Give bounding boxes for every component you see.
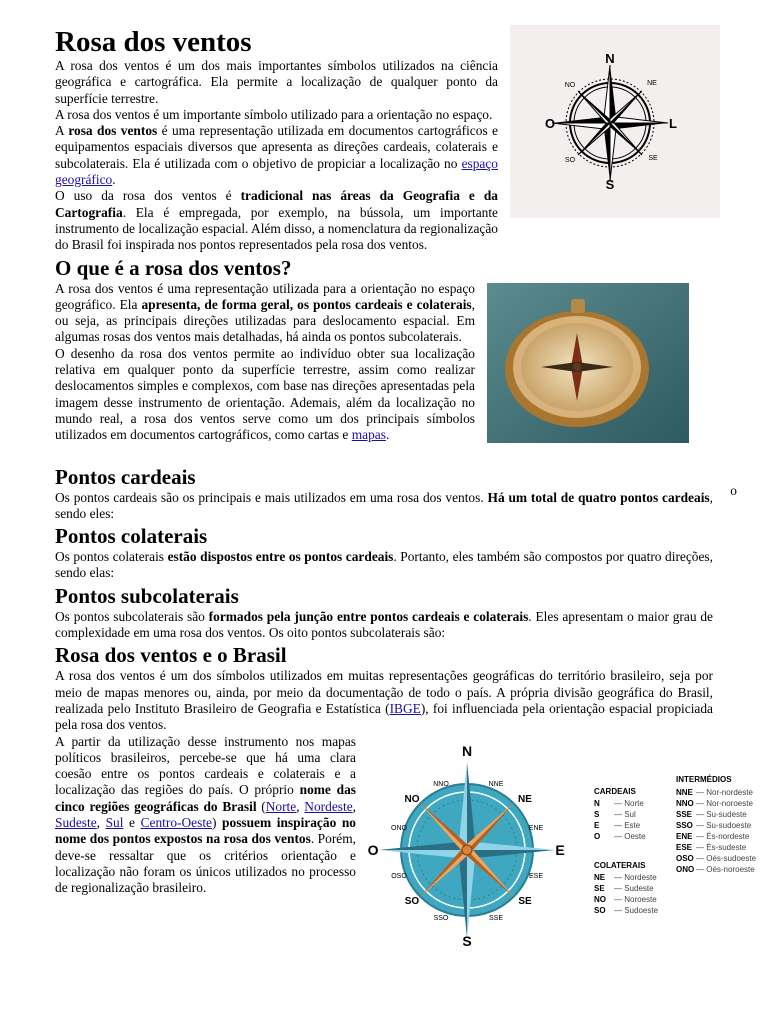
legend-name: — Sudeste [614,883,654,893]
article [55,26,757,947]
legend-name: — Sudoeste [614,905,659,915]
compass-rose-colored-image [368,742,768,947]
legend-name: — Nor-noroeste [696,798,753,808]
brasil-compass-section [55,733,757,947]
compass2-ne: NE [518,793,532,805]
compass2-no: NO [404,793,420,805]
compass1-n: N [605,51,615,66]
bold-text: formados pela junção entre pontos cardeais e colaterais [208,608,529,624]
compass2-ene: ENE [528,824,544,832]
link-ibge[interactable]: IBGE [389,700,421,716]
compass2-e: E [555,841,565,858]
text: , ou seja, as principais direções utilizadas para [55,296,475,329]
compass2-so: SO [404,895,420,907]
text: A [55,123,69,139]
text: Os pontos subcolaterais são [55,608,209,624]
legend-cardeais [594,799,646,841]
legend-abbr: SSE [676,809,693,819]
compass1-l: L [669,116,677,131]
text: , [296,798,305,814]
legend-name: — Oeste [614,831,646,841]
heading-rosa-brasil: Rosa dos ventos e o Brasil [55,643,287,668]
heading-what-is: O que é a rosa dos ventos? [55,255,292,280]
compass1-ne: NE [647,80,657,87]
text: A rosa dos ventos é um dos símbolos utilizados em muitas representações geográficas do território brasileiro, seja por meio de mapas menores ou, ainda, por meio da documentação de todo o país. A própria divisão geográfica do Brasil, realizada pelo Instituto Brasileiro de Geografia e Estatística ( [55,668,713,716]
text: ( [256,798,266,814]
legend-intermedios-title: INTERMÉDIOS [676,774,732,784]
text: é uma representação utilizada em documentos cartográficos e equipamentos espaciais diversos que apresenta as direções cardeais, colaterais e subcolaterais. Ela é utilizada com o objetivo de propiciar a localização no [55,123,498,171]
legend-abbr: ENE [676,831,693,841]
colaterais-paragraph [55,549,713,582]
legend-name: — Este [614,820,641,830]
compass2-nno: NNO [433,780,449,788]
compass2-s: S [462,932,472,947]
legend-abbr: NNE [676,787,693,797]
compass2-ono: ONO [391,824,407,832]
legend-name: — Su-sudoeste [696,820,752,830]
compass2-nne: NNE [488,780,504,788]
compass2-o: O [368,841,379,858]
text: ) [212,815,223,831]
link-centro-oeste[interactable]: Centro-Oeste [140,815,212,831]
heading-pontos-subcolaterais: Pontos subcolaterais [55,583,239,608]
text: , [352,798,356,814]
legend-abbr: ESE [676,842,693,852]
text: . Eles apresentam o maior grau de complexidade em uma rosa dos ventos. Os oito pontos subcolaterais são: [55,608,714,641]
compass2-oso: OSO [391,872,407,880]
legend-name: — Noroeste [614,894,657,904]
compass1-so: SO [564,157,576,164]
compass-photo [487,283,689,443]
text: , sendo eles: [55,489,713,521]
legend-abbr: E [594,820,600,830]
text: . Ela é empregada, por exemplo, na bússola, um importante instrumento de localização espacial. Além disso, a nomenclatura da regionalização do Brasil foi inspirada nos pontos representados pela rosa dos ventos. [55,204,498,253]
bold-text: estão dispostos entre os pontos cardeais [167,549,394,565]
text: O uso da rosa dos ventos é [55,188,241,204]
legend-abbr: OSO [676,853,694,863]
compass-rose-colored-icon [368,742,768,947]
heading-pontos-cardeais: Pontos cardeais [55,464,196,489]
legend-name: — Norte [614,798,644,808]
legend-abbr: NE [594,872,606,882]
text: e [123,815,141,831]
bold-text: rosa dos ventos [68,123,158,139]
legend-abbr: SSO [676,820,693,830]
text: A rosa dos ventos é uma representação utilizada para a orientação no espaço geográfico. Ela [55,280,475,312]
legend-name: — Sul [614,809,636,819]
compass1-no: NO [564,82,576,89]
text: . [112,172,116,188]
compass2-se: SE [518,895,532,907]
link-espaco-geografico[interactable]: espaço geográfico [55,155,498,188]
link-norte[interactable]: Norte [265,798,297,814]
compass-rose-black-icon [510,25,720,218]
text: ), foi influenciada pela orientação espacial propiciada pela rosa dos ventos. [55,700,713,733]
link-mapas[interactable]: mapas [351,427,386,443]
compass2-ese: ESE [528,872,544,880]
legend-name: — Su-sudeste [696,809,747,819]
text: O desenho da rosa dos ventos permite ao indivíduo obter sua localização relativa em qualquer ponto da superfície terrestre, assim como realizar deslocamentos simples e complexos, com base nas direções apresentadas pela imagem desse instrumento de orientação. Ademais, além da localização no mundo real, a rosa dos ventos serve como um dos principais símbolos utilizados em documentos cartográficos, como cartas e [55,345,475,443]
text: deslocamento espacial. Em algumas rosas dos ventos mais detalhadas, há ainda os pontos subcolaterais. [55,313,475,345]
legend-name: — Nor-nordeste [696,787,753,797]
text: Os pontos cardeais são os principais e mais utilizados em uma rosa dos ventos. [55,489,488,505]
legend-name: — Oés-noroeste [696,864,755,874]
text: . [385,427,390,443]
link-sudeste[interactable]: Sudeste [55,815,97,831]
compass-photo-icon [487,283,689,443]
legend-colaterais-title: COLATERAIS [594,860,646,870]
subcolaterais-paragraph [55,609,713,642]
legend-name: — Nordeste [614,872,657,882]
text: . Porém, deve-se ressaltar que os critérios orientação e localização não foram os únicos utilizados no processo de regionalização brasileiro. [55,831,356,896]
legend-abbr: ONO [676,864,695,874]
legend-name: — Oés-sudoeste [696,853,757,863]
compass1-o: O [544,116,556,131]
compass2-n: N [461,742,473,759]
compass1-s: S [605,177,615,192]
brasil-paragraph-1 [55,668,713,733]
legend-abbr: S [594,809,600,819]
legend-colaterais [594,873,659,915]
bold-text: tradicional nas áreas da Geografia e da Cartografia [55,188,498,220]
intro-paragraph-2: A rosa dos ventos é um importante símbolo utilizado para a orientação no espaço. [55,106,493,122]
text: Os pontos colaterais [55,549,168,565]
legend-cardeais-title: CARDEAIS [594,786,636,796]
legend-abbr: SE [594,883,605,893]
legend-abbr: SO [594,905,606,915]
legend-abbr: O [594,831,601,841]
stray-o-text: o [730,482,737,498]
compass1-se: SE [648,155,658,162]
link-nordeste[interactable]: Nordeste [304,798,353,814]
intro-paragraph-1: A rosa dos ventos é um dos mais importantes símbolos utilizados na ciência geográfica e cartográfica. Ela permite a localização de qualquer ponto da superfície terrestre. [55,58,498,106]
legend-intermedios [676,788,757,874]
page-title: Rosa dos ventos [55,26,252,58]
text: , [96,815,106,831]
bold-text: apresenta, de forma geral, os pontos cardeais e colaterais [141,296,472,312]
legend-abbr: NO [594,894,606,904]
legend-abbr: N [594,798,600,808]
compass2-sse: SSE [488,914,504,922]
text: A partir da utilização desse instrumento nos mapas políticos brasileiros, percebe-se que há uma clara coesão entre os pontos cardeais e colaterais e a localização das regiões do país. O próprio [55,733,356,798]
bold-text: nome das cinco regiões geográficas do Brasil [55,782,357,814]
bold-text: possuem inspiração no nome dos pontos expostos na rosa dos ventos [55,815,356,847]
legend-name: — És-sudeste [696,842,747,852]
bold-text: Há um total de quatro pontos cardeais [487,489,710,505]
legend-abbr: NNO [676,798,694,808]
link-sul[interactable]: Sul [105,815,124,831]
cardeais-paragraph [55,490,713,523]
legend-name: — És-nordeste [696,831,750,841]
compass-rose-image [510,25,720,218]
heading-pontos-colaterais: Pontos colaterais [55,524,208,549]
compass2-sso: SSO [433,914,449,922]
text: . Portanto, eles também são compostos por quatro direções, sendo elas: [55,549,713,581]
